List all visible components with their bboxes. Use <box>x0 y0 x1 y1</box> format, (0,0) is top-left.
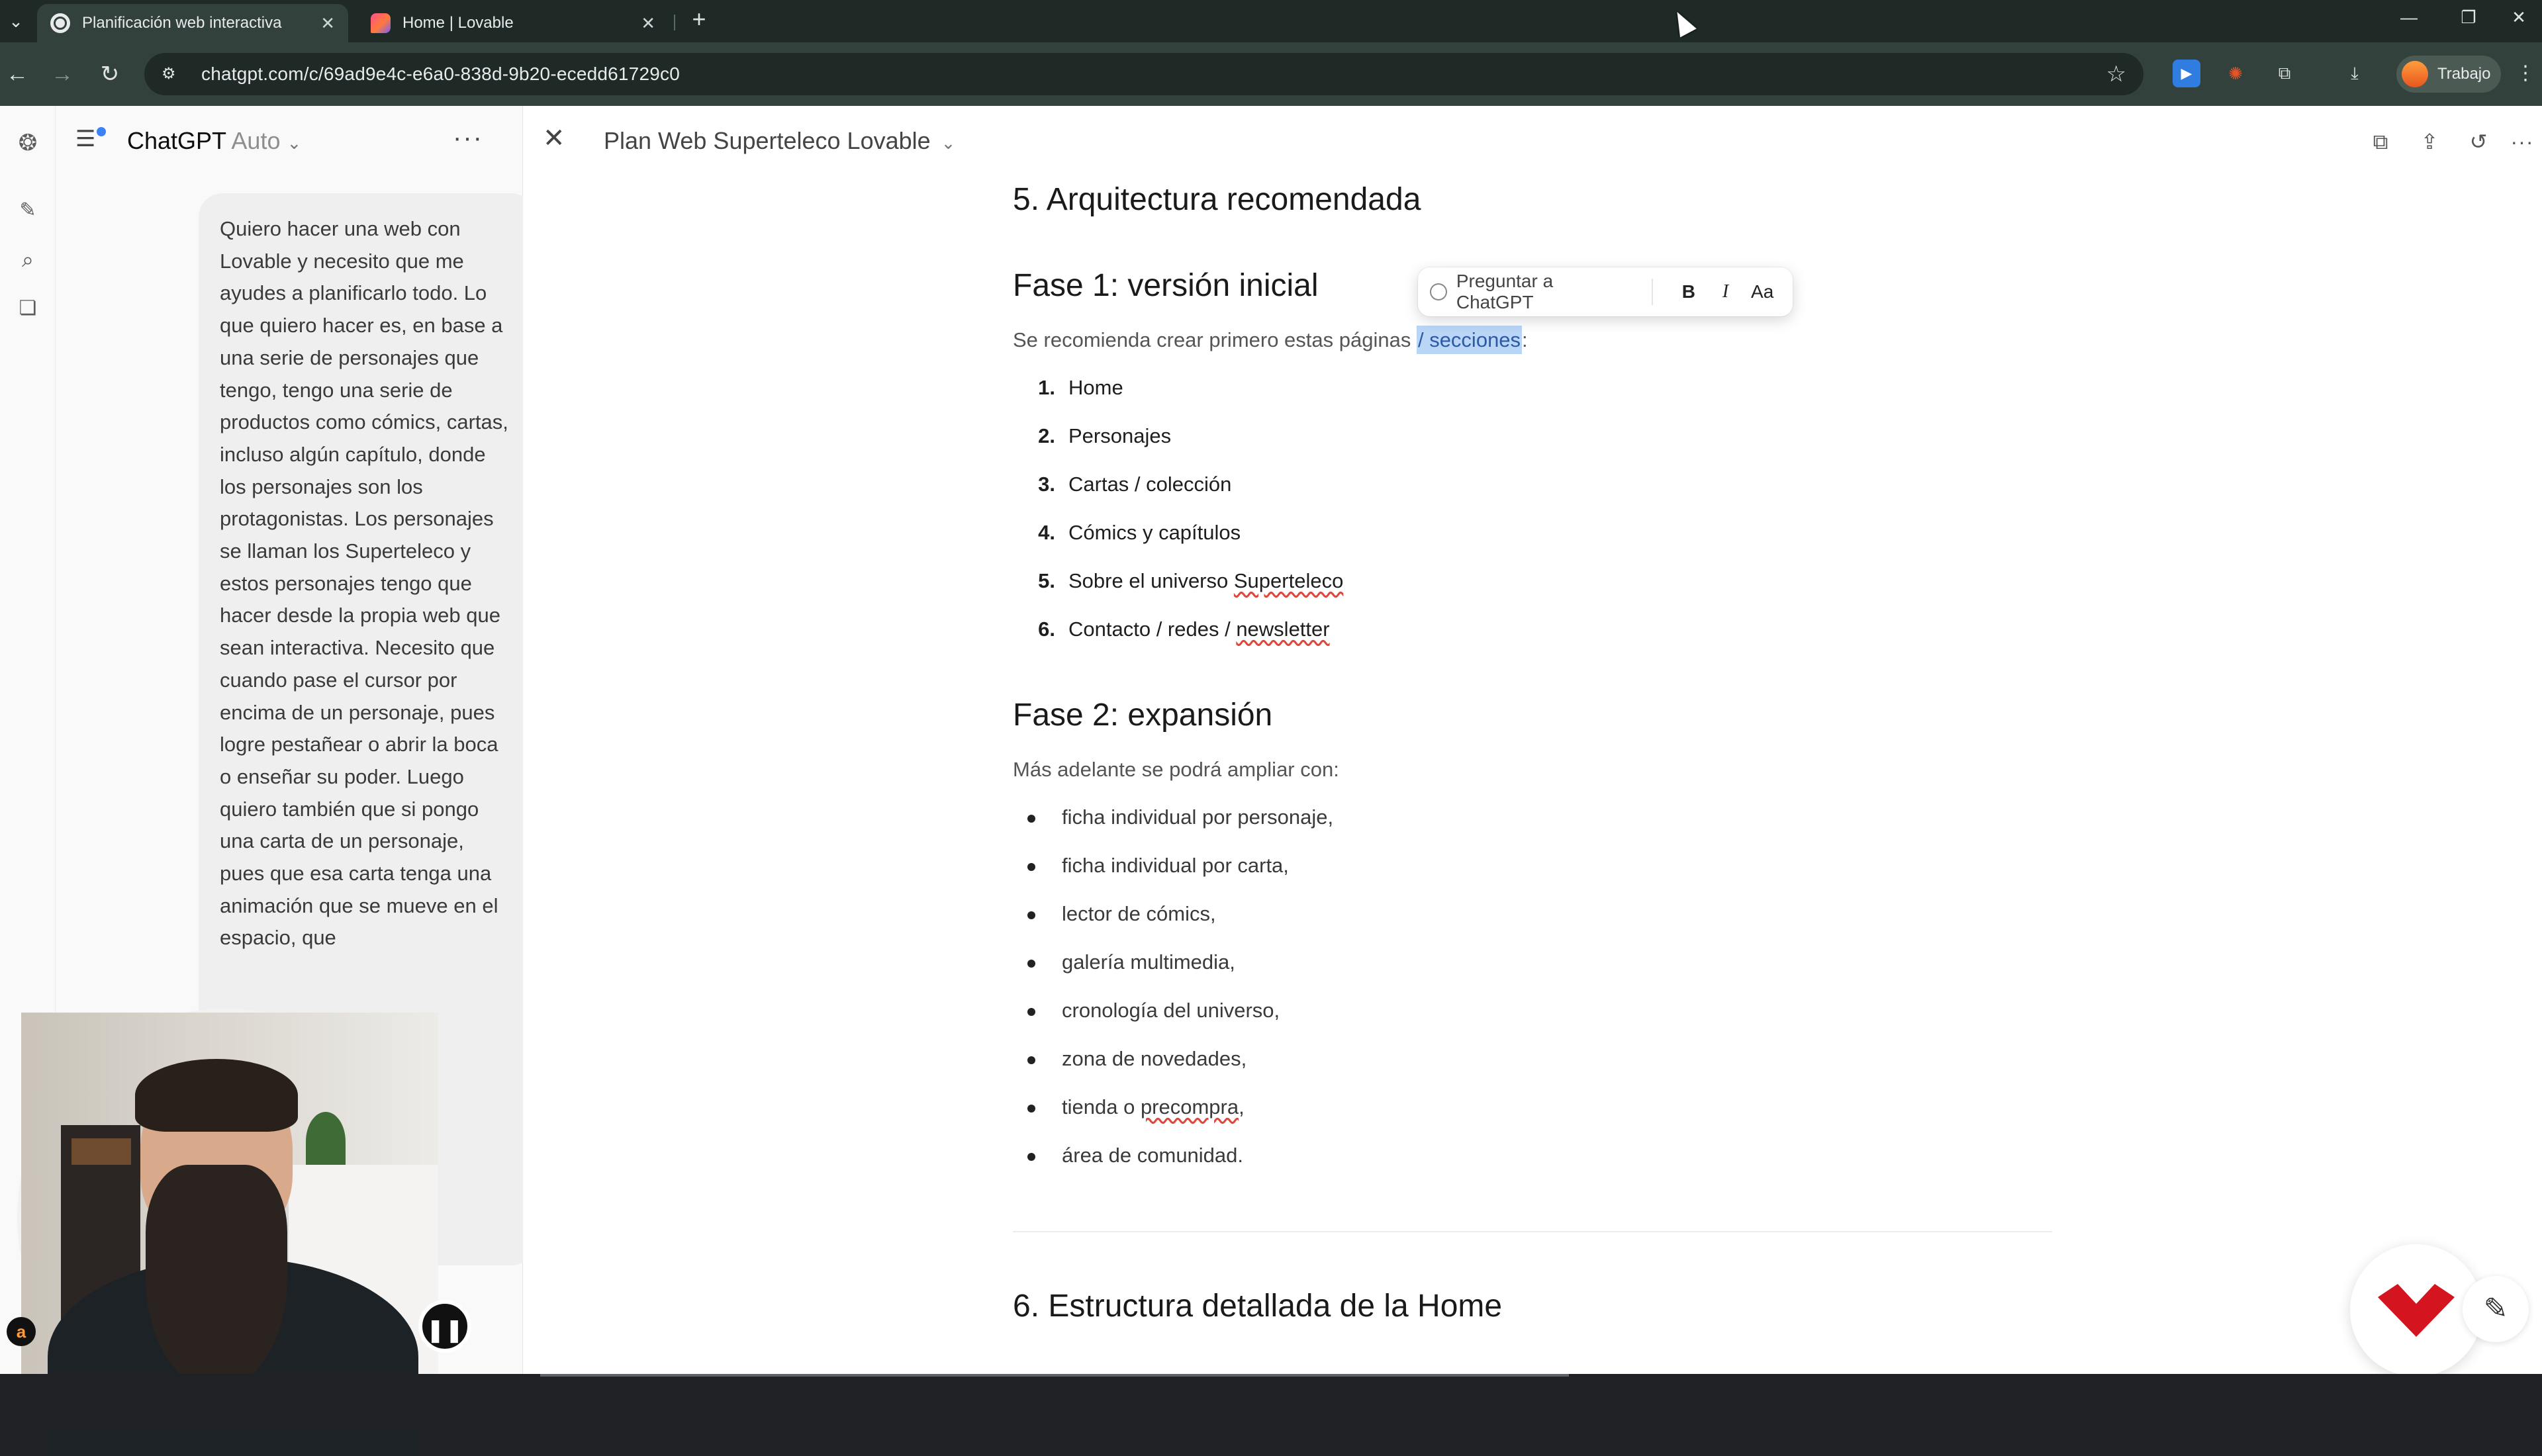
tab-chatgpt[interactable] <box>37 4 348 42</box>
search-icon[interactable]: ⌕ <box>22 248 34 271</box>
bullet-icon <box>1027 1056 1035 1064</box>
italic-button[interactable]: I <box>1722 281 1729 302</box>
list-text: Personajes <box>1068 424 1172 447</box>
list-text: Cómics y capítulos <box>1068 521 1241 544</box>
selection-toolbar <box>1418 267 1793 316</box>
browser-menu-icon[interactable]: ⋮ <box>2516 62 2535 84</box>
close-window-icon[interactable]: ✕ <box>2512 7 2526 27</box>
chat-more-options-icon[interactable]: ··· <box>453 123 483 152</box>
bookmark-star-icon[interactable]: ☆ <box>2106 62 2126 87</box>
extension-spark-icon[interactable]: ✺ <box>2228 63 2243 83</box>
misspelled-word[interactable]: Superteleco <box>1233 569 1344 592</box>
address-bar[interactable] <box>144 53 2143 95</box>
chatgpt-logo-icon[interactable]: ❂ <box>18 130 38 156</box>
chatgpt-app <box>0 106 2542 1374</box>
list-item <box>1025 569 1343 593</box>
intro-end: : <box>1522 328 1528 351</box>
list-item <box>1027 902 1216 926</box>
chat-header <box>56 106 523 179</box>
close-tab-icon[interactable]: ✕ <box>641 13 655 33</box>
forward-arrow-icon[interactable]: → <box>51 62 73 87</box>
close-tab-icon[interactable]: ✕ <box>320 13 335 33</box>
section-heading: 5. Arquitectura recomendada <box>1013 182 1421 217</box>
list-number: 1. <box>1038 376 1055 399</box>
brand-logo-icon <box>2378 1284 2455 1337</box>
overlay-app-icon[interactable]: a <box>7 1317 36 1346</box>
profile-button[interactable] <box>2396 56 2501 93</box>
history-icon[interactable]: ↺ <box>2469 130 2488 154</box>
edit-pencil-button[interactable]: ✎ <box>2463 1276 2529 1342</box>
model-label: ChatGPT <box>127 127 226 154</box>
list-number: 6. <box>1038 617 1055 641</box>
webcam-overlay <box>17 1009 434 1426</box>
tab-title: Planificación web interactiva <box>82 14 282 32</box>
webcam-person-beard <box>146 1165 287 1390</box>
toolbar-divider <box>1652 279 1653 305</box>
share-icon[interactable]: ⇪ <box>2420 130 2439 154</box>
list-item <box>1025 376 1123 400</box>
text-size-button[interactable]: Aa <box>1751 281 1774 302</box>
list-item <box>1027 854 1289 878</box>
intro-text: Se recomienda crear primero estas páginas <box>1013 328 1417 351</box>
list-text-end: , <box>1239 1095 1245 1118</box>
bold-button[interactable]: B <box>1681 281 1695 302</box>
profile-avatar <box>2402 61 2428 87</box>
list-text: tienda o <box>1062 1095 1141 1118</box>
browser-toolbar <box>0 42 2542 106</box>
chatgpt-favicon-icon <box>50 13 70 33</box>
webcam-books <box>71 1138 131 1165</box>
user-message-text: Quiero hacer una web con Lovable y necesito que me ayudes a planificarlo todo. Lo que quiero hacer es, en base a una serie de personajes que tengo, tengo una serie de productos como cómics, cartas, incluso algún capítulo, donde los personajes son los protagonistas. Los personajes se llaman los Superteleco y estos personajes tengo que hacer desde la propia web que sean interactiva. Necesito que cuando pase el cursor por encima de un personaje, pues logre pestañear o abrir la boca o enseñar su poder. Luego quiero también que si pongo una carta de un personaje, pues que esa carta tenga una animación que se mueve en el espacio, que <box>220 217 508 950</box>
url-text[interactable]: chatgpt.com/c/69ad9e4c-e6a0-838d-9b20-ecedd61729c0 <box>201 64 680 84</box>
voice-input-icon[interactable]: ❚❚ <box>418 1300 471 1353</box>
new-tab-button[interactable]: + <box>692 5 706 32</box>
misspelled-word[interactable]: precompra <box>1140 1095 1239 1118</box>
list-text: Sobre el universo <box>1068 569 1234 592</box>
new-chat-icon[interactable]: ✎ <box>19 199 36 221</box>
profile-label: Trabajo <box>2437 65 2491 83</box>
bullet-icon <box>1027 815 1035 823</box>
list-item <box>1025 617 1330 641</box>
webcam-plant <box>306 1112 346 1171</box>
ask-chatgpt-button[interactable]: Preguntar a ChatGPT <box>1456 271 1554 312</box>
list-number: 5. <box>1038 569 1055 592</box>
tab-search-icon[interactable]: ⌄ <box>9 11 23 31</box>
restore-icon[interactable]: ❐ <box>2461 7 2476 27</box>
phase1-intro <box>1013 328 1528 352</box>
section-heading: 6. Estructura detallada de la Home <box>1013 1289 1503 1324</box>
list-text: ficha individual por carta, <box>1062 854 1289 877</box>
list-item <box>1027 950 1235 974</box>
ask-chatgpt-icon <box>1430 283 1447 300</box>
canvas-panel <box>523 106 2542 1374</box>
back-arrow-icon[interactable]: ← <box>6 62 28 87</box>
list-number: 3. <box>1038 473 1055 496</box>
download-icon[interactable]: ⤓ <box>2351 63 2359 83</box>
list-item <box>1027 1144 1243 1167</box>
list-text: área de comunidad. <box>1062 1144 1244 1167</box>
canvas-more-icon[interactable]: ··· <box>2510 130 2534 154</box>
list-item <box>1027 1047 1247 1071</box>
list-item <box>1027 805 1333 829</box>
sidebar-toggle-icon[interactable]: ☰ <box>75 126 109 159</box>
list-item <box>1025 473 1231 496</box>
notification-dot <box>97 127 106 136</box>
extension-play-icon[interactable]: ▶ <box>2173 60 2200 87</box>
list-number: 4. <box>1038 521 1055 544</box>
list-item <box>1025 521 1241 545</box>
bottom-bar <box>0 1374 2542 1430</box>
chevron-down-icon: ⌄ <box>941 133 956 153</box>
progress-line <box>540 1374 1569 1377</box>
bullet-icon <box>1027 911 1035 919</box>
chevron-down-icon: ⌄ <box>287 133 302 153</box>
model-selector[interactable] <box>127 127 301 155</box>
list-text: lector de cómics, <box>1062 902 1216 925</box>
section-divider <box>1013 1231 2052 1232</box>
list-text: Contacto / redes / <box>1068 617 1237 641</box>
list-number: 2. <box>1038 424 1055 447</box>
tab-lovable[interactable] <box>357 4 669 42</box>
bullet-icon <box>1027 960 1035 968</box>
list-item <box>1027 999 1280 1023</box>
minimize-icon[interactable]: — <box>2400 7 2418 27</box>
list-text: ficha individual por personaje, <box>1062 805 1334 829</box>
canvas-title-button[interactable] <box>604 127 955 155</box>
list-text: cronología del universo, <box>1062 999 1280 1022</box>
bullet-icon <box>1027 1008 1035 1016</box>
list-item <box>1025 424 1171 448</box>
list-text: Home <box>1068 376 1123 399</box>
browser-tab-bar <box>0 0 2542 42</box>
list-text: Cartas / colección <box>1068 473 1232 496</box>
reload-icon[interactable]: ↻ <box>100 62 120 87</box>
webcam-person-hair <box>135 1059 298 1132</box>
phase-heading: Fase 2: expansión <box>1013 698 1273 733</box>
bullet-icon <box>1027 1105 1035 1113</box>
bullet-icon <box>1027 863 1035 871</box>
library-icon[interactable]: ❏ <box>19 297 37 319</box>
phase-heading: Fase 1: versión inicial <box>1013 268 1319 303</box>
model-sub-label: Auto <box>231 127 281 154</box>
tab-title: Home | Lovable <box>402 14 514 32</box>
extensions-puzzle-icon[interactable]: ⧉ <box>2278 63 2291 83</box>
phase2-intro: Más adelante se podrá ampliar con: <box>1013 758 1339 781</box>
canvas-title: Plan Web Superteleco Lovable <box>604 127 931 154</box>
close-canvas-icon[interactable]: ✕ <box>543 124 565 153</box>
list-text: galería multimedia, <box>1062 950 1235 974</box>
copy-icon[interactable]: ⧉ <box>2373 130 2388 154</box>
lovable-favicon-icon <box>371 13 391 33</box>
site-info-icon[interactable]: ⚙ <box>162 65 176 83</box>
bullet-icon <box>1027 1153 1035 1161</box>
misspelled-word[interactable]: newsletter <box>1236 617 1330 641</box>
tab-separator <box>674 15 675 30</box>
list-item <box>1027 1095 1245 1119</box>
selected-text[interactable]: / secciones <box>1417 326 1522 354</box>
list-text: zona de novedades, <box>1062 1047 1247 1070</box>
